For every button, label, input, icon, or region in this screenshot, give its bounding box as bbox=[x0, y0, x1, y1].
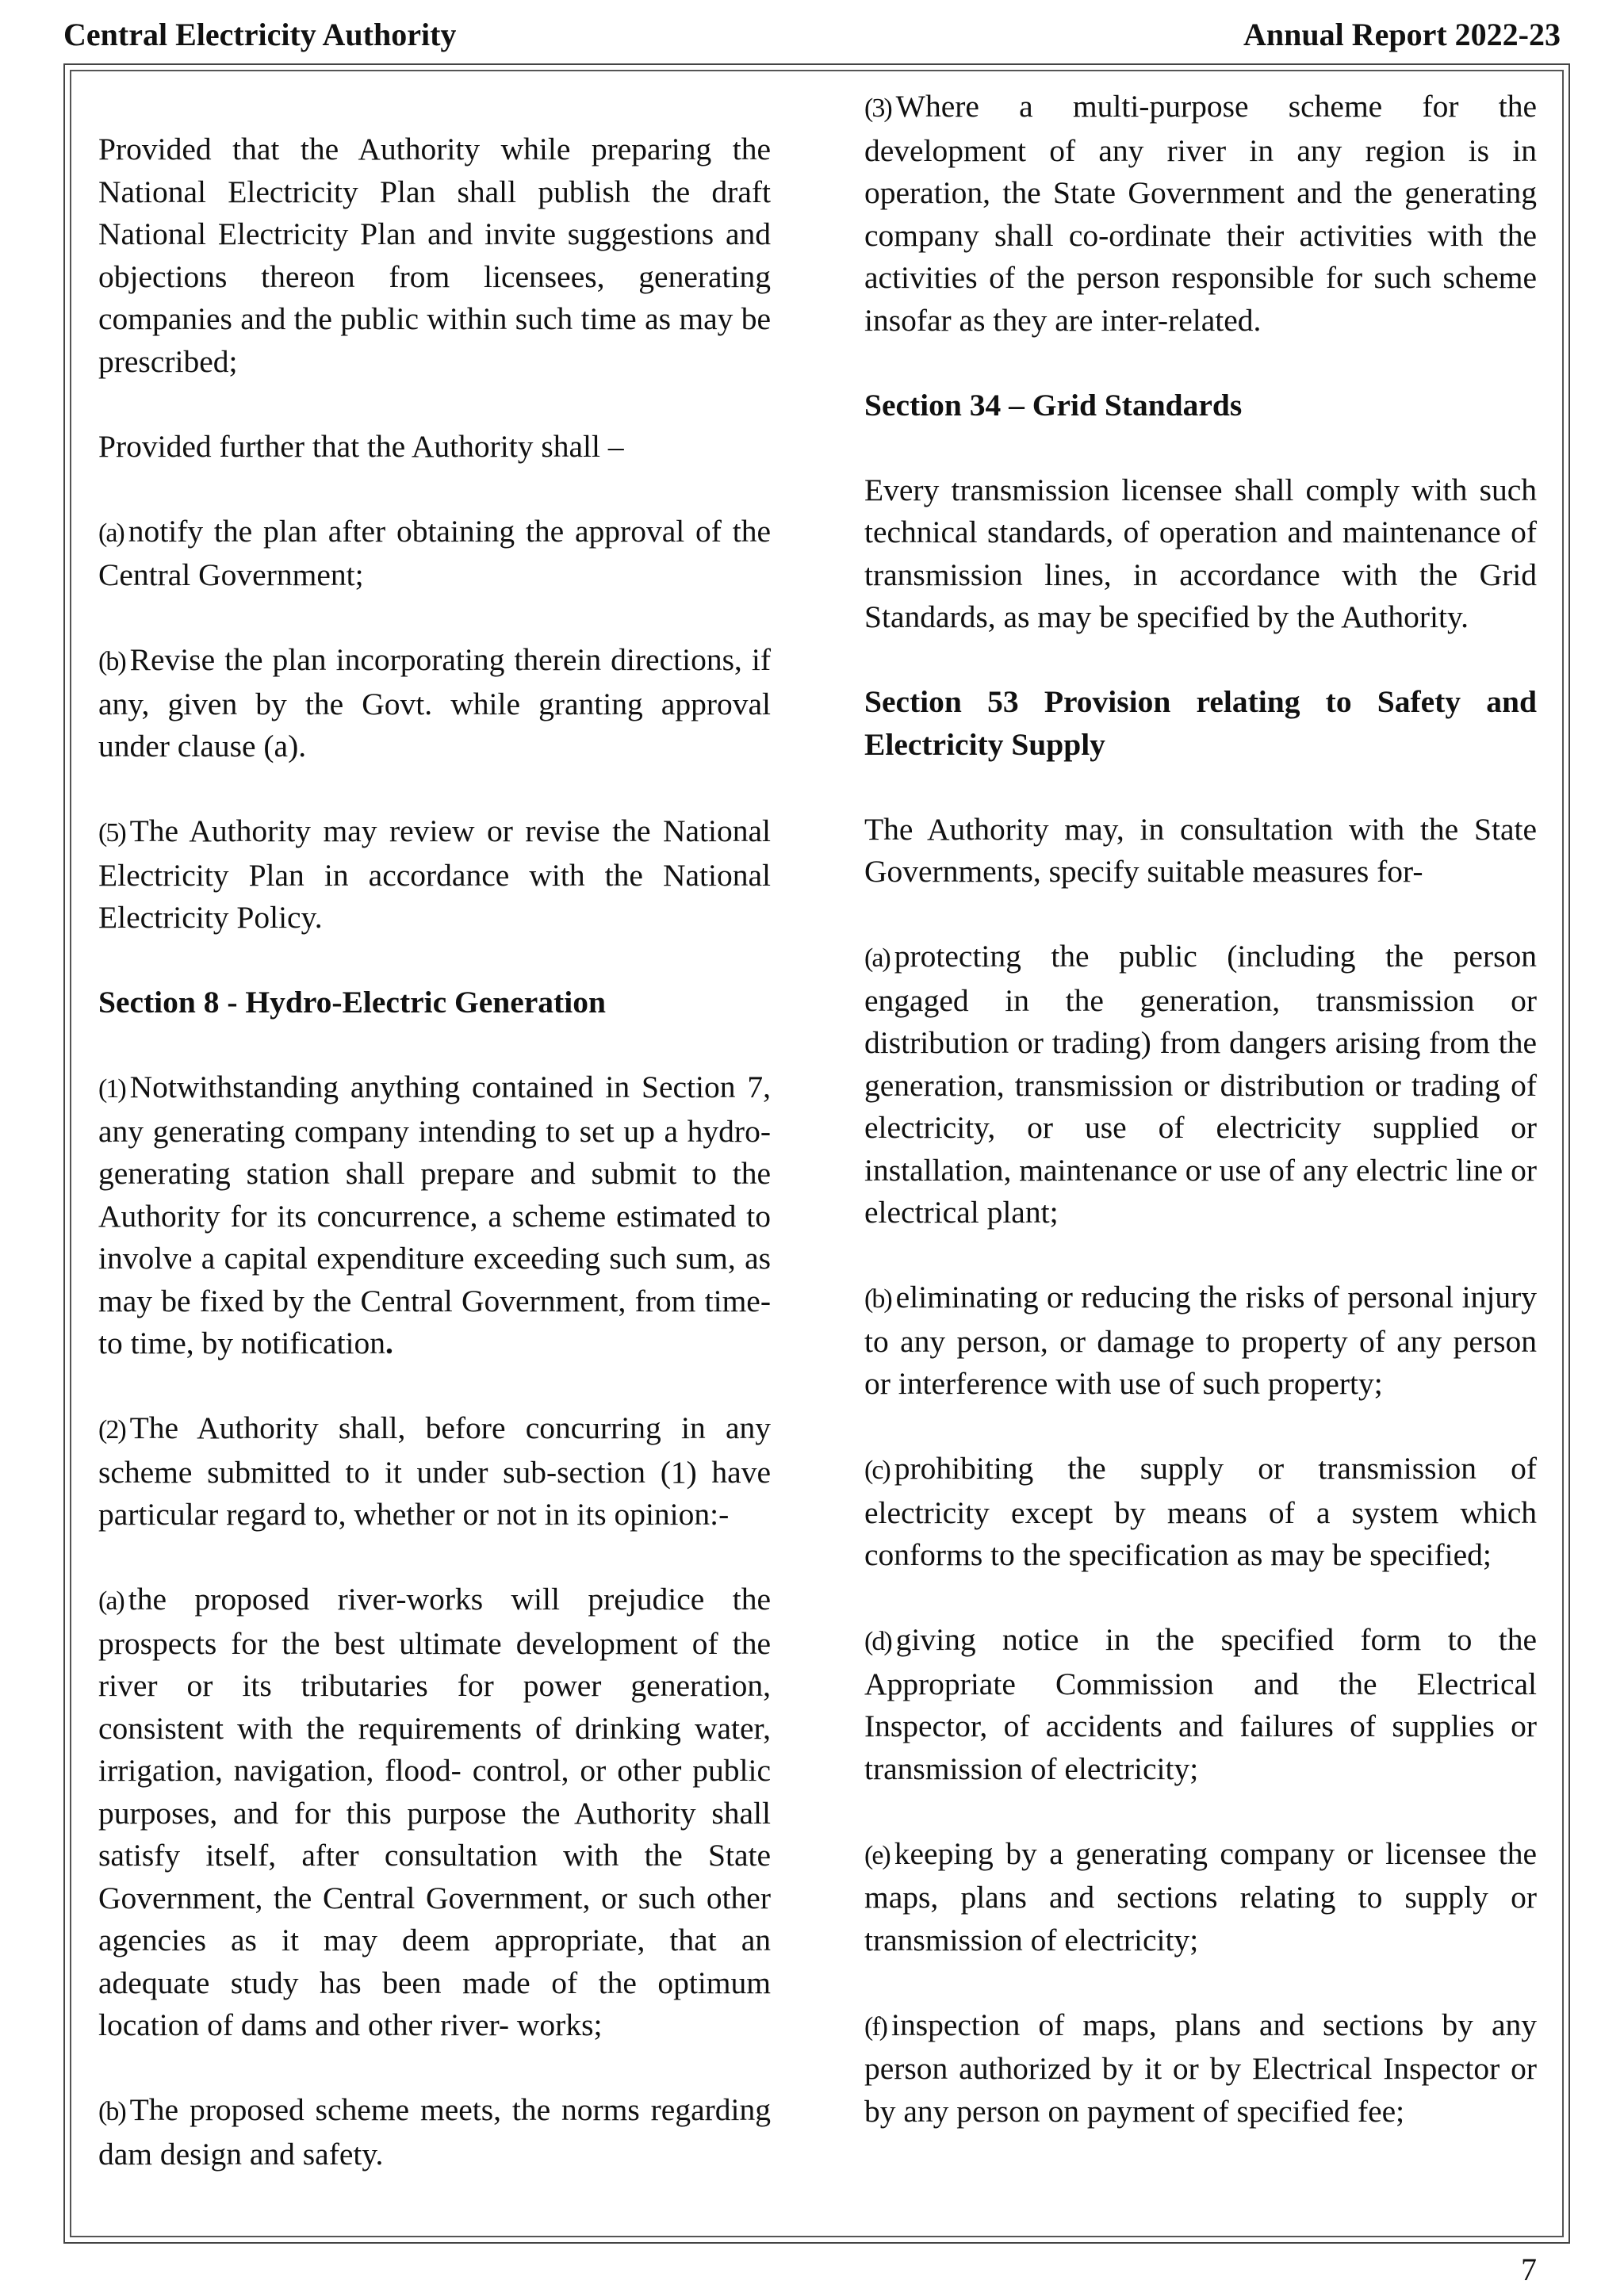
clause-f-inspection bbox=[864, 2004, 1537, 2133]
paragraph-proviso-draft-plan: Provided that the Authority while preparing the National Electricity Plan shall publish the draft National Electricity Plan and invite suggestions and objections thereon from licensees, generating companies and the public within such time as may be prescribed; bbox=[98, 132, 771, 379]
clause-text: eliminating or reducing the risks of personal injury to any person, or damage to property of any person or interference with use of such property; bbox=[864, 1280, 1537, 1401]
clause-text: the proposed river-works will prejudice the prospects for the best ultimate development of the river or its tributaries for power generation, consistent with the requirements of drinking water, irrigation, navigation, flood- control, or other public purposes, and for this purpose the Authority shall satisfy itself, after consultation with the State Government, the Central Government, or such other agencies as it may deem appropriate, that an adequate study has been made of the optimum location of dams and other river- works; bbox=[98, 1582, 771, 2042]
clause-text: Where a multi-purpose scheme for the development of any river in any region is in operation, the State Government and the generating company shall co-ordinate their activities with the activities of the person responsible for such scheme insofar as they are inter-related. bbox=[864, 89, 1537, 338]
clause-marker: (a) bbox=[98, 518, 124, 548]
clause-marker: (b) bbox=[98, 647, 125, 676]
clause-text: giving notice in the specified form to the Appropriate Commission and the Electrical Inspector, of accidents and failures of supplies or transmission of electricity; bbox=[864, 1622, 1537, 1786]
clause-b-revise-plan bbox=[98, 639, 771, 768]
header-organization: Central Electricity Authority bbox=[63, 17, 457, 52]
clause-text: Revise the plan incorporating therein directions, if any, given by the Govt. while granting approval under clause (a). bbox=[98, 642, 771, 763]
clause-text: The proposed scheme meets, the norms regarding dam design and safety. bbox=[98, 2092, 771, 2172]
clause-text: inspection of maps, plans and sections by any person authorized by it or by Electrical Inspector or by any person on payment of specified fee; bbox=[864, 2007, 1537, 2129]
header-report-title: Annual Report 2022-23 bbox=[1243, 17, 1561, 52]
clause-marker: (2) bbox=[98, 1415, 125, 1445]
clause-text: notify the plan after obtaining the approval of the Central Government; bbox=[98, 513, 771, 592]
clause-marker: (d) bbox=[864, 1627, 891, 1656]
clause-end-period: . bbox=[385, 1326, 393, 1360]
clause-b-eliminating-risks bbox=[864, 1276, 1537, 1406]
clause-text: The Authority shall, before concurring in any scheme submitted to it under sub-section (1) have particular regard to, whether or not in its opinion:- bbox=[98, 1410, 771, 1532]
clause-marker: (5) bbox=[98, 818, 125, 848]
clause-marker: (e) bbox=[864, 1840, 890, 1870]
clause-d-giving-notice bbox=[864, 1619, 1537, 1790]
paragraph-safety-measures: The Authority may, in consultation with the State Governments, specify suitable measures for- bbox=[864, 811, 1537, 889]
clause-text: The Authority may review or revise the National Electricity Plan in accordance with the National Electricity Policy. bbox=[98, 813, 771, 935]
clause-marker: (f) bbox=[864, 2011, 887, 2042]
clause-marker: (b) bbox=[864, 1284, 891, 1314]
clause-1-hydro-scheme bbox=[98, 1066, 771, 1365]
clause-a-river-works bbox=[98, 1578, 771, 2047]
clause-text: Notwithstanding anything contained in Section 7, any generating company intending to set up a hydro-generating station shall prepare and submit to the Authority for its concurrence, a scheme estimated to involve a capital expenditure exceeding such sum, as may be fixed by the Central Government, from time- to time, by notification bbox=[98, 1070, 771, 1360]
clause-marker: (3) bbox=[864, 94, 891, 123]
clause-c-prohibiting-supply bbox=[864, 1448, 1537, 1577]
left-column bbox=[98, 128, 771, 2175]
clause-marker: (b) bbox=[98, 2097, 125, 2126]
clause-marker: (c) bbox=[864, 1456, 890, 1485]
clause-text: prohibiting the supply or transmission of electricity except by means of a system which conforms to the specification as may be specified; bbox=[864, 1451, 1537, 1572]
paragraph-grid-standards: Every transmission licensee shall comply with such technical standards, of operation and maintenance of transmission lines, in accordance with the Grid Standards, as may be specified by the Authority. bbox=[864, 472, 1537, 634]
clause-marker: (1) bbox=[98, 1074, 125, 1104]
clause-5-review-plan bbox=[98, 810, 771, 939]
section-8-heading: Section 8 - Hydro-Electric Generation bbox=[98, 985, 606, 1020]
clause-text: protecting the public (including the person engaged in the generation, transmission or distribution or trading) from dangers arising from the generation, transmission or distribution or trading of electricity, or use of electricity supplied or installation, maintenance or use of any electric line or electrical plant; bbox=[864, 939, 1537, 1230]
paragraph-proviso-further: Provided further that the Authority shall – bbox=[98, 428, 624, 464]
page-number: 7 bbox=[1521, 2252, 1537, 2287]
clause-3-multipurpose-scheme bbox=[864, 86, 1537, 342]
clause-text: keeping by a generating company or licensee the maps, plans and sections relating to supply or transmission of electricity; bbox=[864, 1835, 1537, 1957]
clause-a-notify-plan bbox=[98, 511, 771, 597]
right-column bbox=[864, 86, 1537, 2133]
section-34-heading: Section 34 – Grid Standards bbox=[864, 387, 1243, 423]
clause-b-dam-safety bbox=[98, 2089, 771, 2175]
clause-2-concurrence bbox=[98, 1407, 771, 1536]
clause-marker: (a) bbox=[864, 943, 890, 973]
section-53-heading: Section 53 Provision relating to Safety and Electricity Supply bbox=[864, 684, 1537, 762]
clause-marker: (a) bbox=[98, 1586, 124, 1616]
clause-e-keeping-maps bbox=[864, 1833, 1537, 1962]
clause-a-protecting-public bbox=[864, 936, 1537, 1234]
